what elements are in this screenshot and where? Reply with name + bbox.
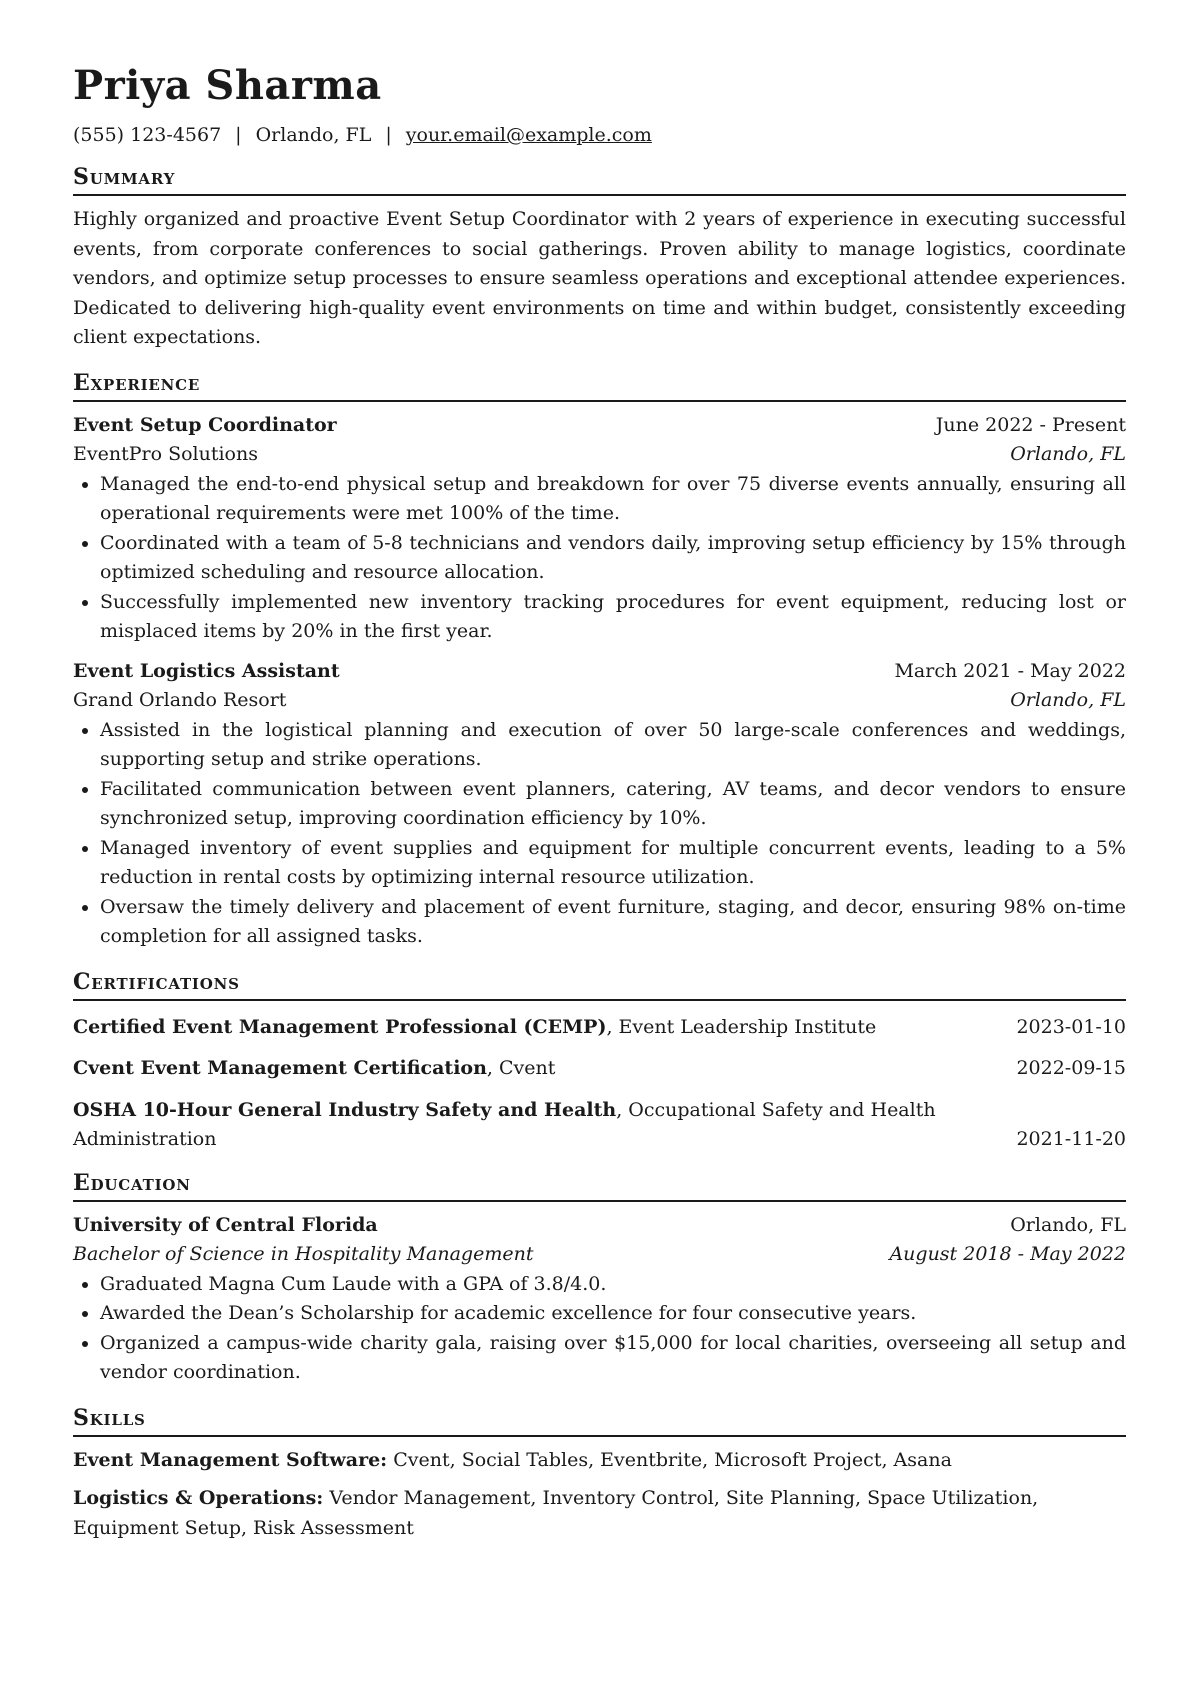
skills-section (73, 1404, 1126, 1544)
skill-label: Event Management Software: (73, 1448, 388, 1471)
job-location: Orlando, FL (1010, 689, 1126, 711)
certification-entry (73, 1013, 1126, 1043)
section-heading-skills: Skills (73, 1404, 1126, 1437)
certification-name: Certified Event Management Professional (CEMP) (73, 1015, 607, 1038)
certification-name: OSHA 10-Hour General Industry Safety and Health (73, 1098, 617, 1121)
job-header (73, 657, 1126, 687)
job-bullets (73, 716, 1126, 952)
list-item (73, 1329, 1126, 1388)
bullet-text: Assisted in the logistical planning and execution of over 50 large-scale conferences and weddings, supporting setup and strike operations. (100, 718, 1126, 770)
skill-values: Vendor Management, Inventory Control, Site Planning, Space Utilization, Equipment Setup, Risk Assessment (73, 1487, 1039, 1539)
education-dates: August 2018 - May 2022 (889, 1243, 1126, 1265)
job-header (73, 411, 1126, 441)
list-item (73, 893, 1126, 952)
separator: | (385, 124, 392, 146)
job-title: Event Logistics Assistant (73, 659, 340, 682)
degree: Bachelor of Science in Hospitality Management (73, 1243, 534, 1265)
certification-name: Cvent Event Management Certification (73, 1057, 487, 1079)
certification-issuer: , Event Leadership Institute (606, 1015, 877, 1038)
bullet-text: Oversaw the timely delivery and placement of event furniture, staging, and decor, ensuring 98% on-time completion for all assigned tasks. (100, 895, 1126, 947)
certification-issuer: , Cvent (486, 1057, 556, 1079)
bullet-icon (82, 905, 88, 911)
location: Orlando, FL (255, 124, 372, 146)
bullet-icon (82, 1341, 88, 1347)
education-header (73, 1211, 1126, 1241)
job-company: Grand Orlando Resort (73, 689, 287, 711)
school-location: Orlando, FL (1010, 1213, 1126, 1236)
bullet-icon (82, 787, 88, 793)
experience-section (73, 369, 1126, 952)
resume-page (73, 62, 1126, 1543)
certification-entry (73, 1096, 1126, 1155)
skill-label: Logistics & Operations: (73, 1487, 324, 1509)
skill-group (73, 1484, 1126, 1543)
bullet-icon (82, 600, 88, 606)
education-subheader (73, 1240, 1126, 1270)
list-item (73, 716, 1126, 775)
separator: | (235, 124, 242, 146)
job-dates: June 2022 - Present (935, 413, 1126, 436)
list-item (73, 834, 1126, 893)
certifications-section (73, 968, 1126, 1155)
bullet-text: Successfully implemented new inventory tracking procedures for event equipment, reducing lost or misplaced items by 20% in the first year. (100, 590, 1126, 642)
education-entry (73, 1211, 1126, 1388)
skill-values: Cvent, Social Tables, Eventbrite, Microsoft Project, Asana (387, 1448, 952, 1471)
email-link[interactable]: your.email@example.com (405, 124, 652, 146)
job-subheader (73, 686, 1126, 716)
bullet-text: Managed the end-to-end physical setup and breakdown for over 75 diverse events annually, ensuring all operational requirements were met 100% of the time. (100, 472, 1126, 524)
phone-number: (555) 123-4567 (73, 124, 222, 146)
list-item (73, 470, 1126, 529)
bullet-text: Graduated Magna Cum Laude with a GPA of 3.8/4.0. (100, 1272, 607, 1295)
section-heading-experience: Experience (73, 369, 1126, 402)
job-dates: March 2021 - May 2022 (894, 659, 1126, 682)
list-item (73, 588, 1126, 647)
bullet-text: Managed inventory of event supplies and equipment for multiple concurrent events, leading to a 5% reduction in rental costs by optimizing internal resource utilization. (100, 836, 1126, 888)
bullet-icon (82, 1311, 88, 1317)
bullet-icon (82, 728, 88, 734)
list-item (73, 529, 1126, 588)
certification-date: 2022-09-15 (1016, 1057, 1126, 1079)
education-section (73, 1169, 1126, 1388)
summary-section (73, 163, 1126, 353)
certification-date: 2023-01-10 (1016, 1015, 1126, 1038)
bullet-icon (82, 846, 88, 852)
job-location: Orlando, FL (1010, 443, 1126, 465)
contact-line (73, 123, 1126, 147)
certification-entry (73, 1054, 1126, 1084)
bullet-icon (82, 482, 88, 488)
job-title: Event Setup Coordinator (73, 413, 337, 436)
job-entry (73, 411, 1126, 647)
school-name: University of Central Florida (73, 1213, 378, 1236)
bullet-text: Organized a campus-wide charity gala, raising over $15,000 for local charities, overseeing all setup and vendor coordination. (100, 1331, 1126, 1383)
education-bullets (73, 1270, 1126, 1388)
bullet-icon (82, 541, 88, 547)
job-entry (73, 657, 1126, 952)
list-item (73, 1270, 1126, 1300)
list-item (73, 775, 1126, 834)
section-heading-education: Education (73, 1169, 1126, 1202)
summary-text: Highly organized and proactive Event Setup Coordinator with 2 years of experience in executing successful events, from corporate conferences to social gatherings. Proven ability to manage logistics, coordinate vendors, and optimize setup processes to ensure seamless operations and exceptional attendee experiences. Dedicated to delivering high-quality event environments on time and within budget, consistently exceeding client expectations. (73, 208, 1126, 348)
candidate-name: Priya Sharma (73, 62, 382, 109)
section-heading-certifications: Certifications (73, 968, 1126, 1001)
bullet-icon (82, 1282, 88, 1288)
list-item (73, 1299, 1126, 1329)
skill-group (73, 1446, 1126, 1476)
job-bullets (73, 470, 1126, 647)
section-heading-summary: Summary (73, 163, 1126, 196)
job-company: EventPro Solutions (73, 443, 258, 465)
bullet-text: Facilitated communication between event planners, catering, AV teams, and decor vendors to ensure synchronized setup, improving coordination efficiency by 10%. (100, 777, 1126, 829)
bullet-text: Coordinated with a team of 5-8 technicians and vendors daily, improving setup efficiency by 15% through optimized scheduling and resource allocation. (100, 531, 1126, 583)
job-subheader (73, 440, 1126, 470)
bullet-text: Awarded the Dean’s Scholarship for academic excellence for four consecutive years. (100, 1302, 917, 1324)
certification-date: 2021-11-20 (1016, 1128, 1126, 1150)
certification-issuer: , Occupational Safety and Health Administration (73, 1098, 936, 1150)
